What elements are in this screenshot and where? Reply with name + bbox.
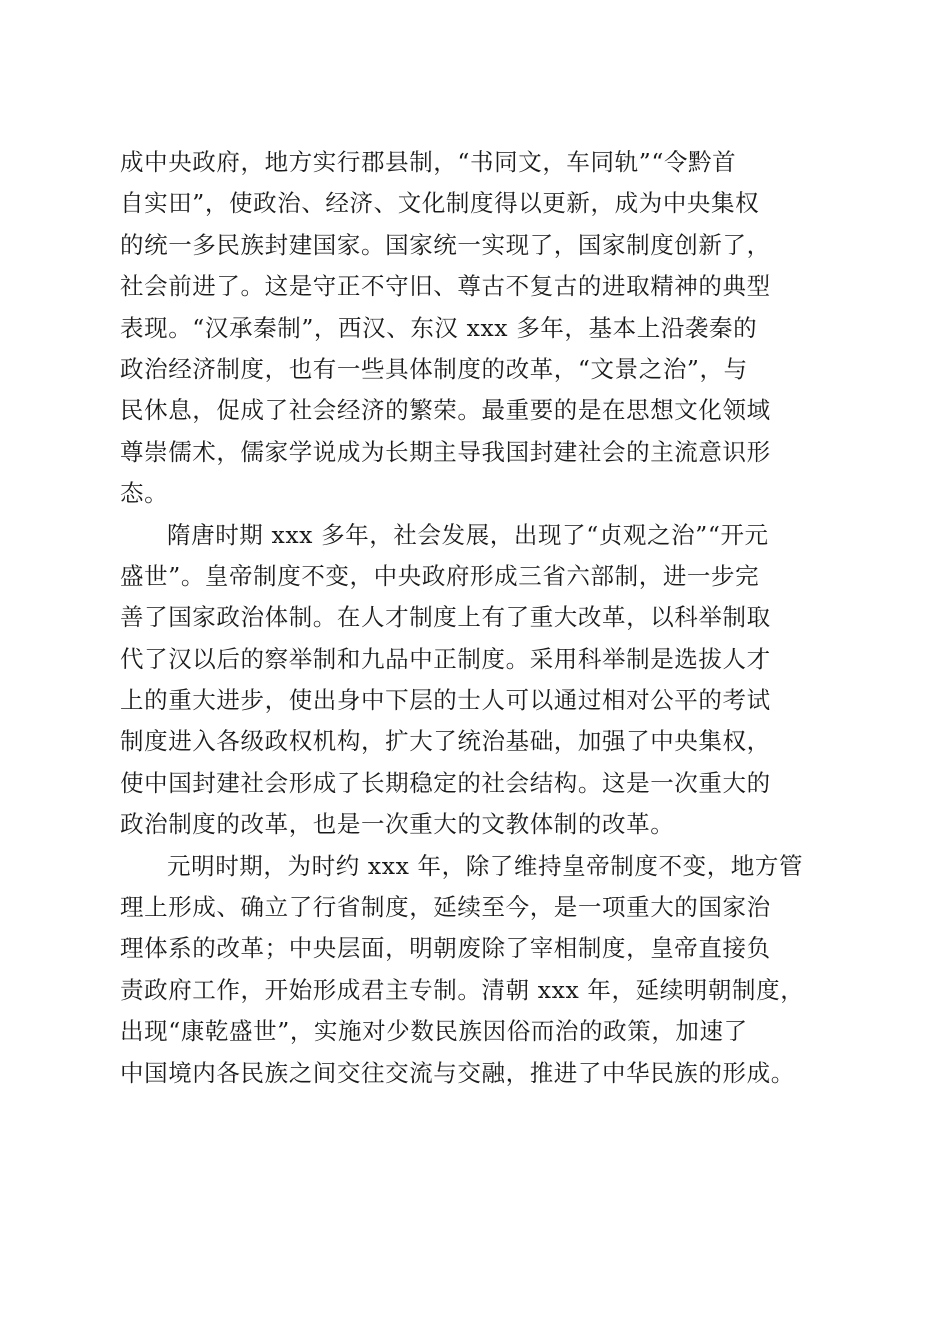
- text-line: 使中国封建社会形成了长期稳定的社会结构。这是一次重大的: [120, 768, 771, 797]
- text-line: 上的重大进步，使出身中下层的士人可以通过相对公平的考试: [120, 686, 771, 715]
- text-line: 成中央政府，地方实行郡县制，“书同文，车同轨”“令黔首: [120, 148, 737, 176]
- text-line: 出现“康乾盛世”，实施对少数民族因俗而治的政策，加速了: [120, 1017, 748, 1046]
- text-line: 盛世”。皇帝制度不变，中央政府形成三省六部制，进一步完: [120, 561, 760, 590]
- text-line: 理体系的改革；中央层面，明朝废除了宰相制度，皇帝直接负: [120, 934, 771, 963]
- text-line: 尊崇儒术，儒家学说成为长期主导我国封建社会的主流意识形: [120, 437, 771, 466]
- paragraph-qin-han: [120, 142, 840, 515]
- paragraph-first-line: 隋唐时期 xxx 多年，社会发展，出现了“贞观之治”“开元: [167, 520, 769, 549]
- text-line: 的统一多民族封建国家。国家统一实现了，国家制度创新了，: [120, 230, 771, 259]
- text-line: 代了汉以后的察举制和九品中正制度。采用科举制是选拔人才: [120, 644, 771, 673]
- text-line: 表现。“汉承秦制”，西汉、东汉 xxx 多年，基本上沿袭秦的: [120, 313, 758, 342]
- text-line: 政治经济制度，也有一些具体制度的改革，“文景之治”，与: [120, 354, 748, 383]
- text-line: 理上形成、确立了行省制度，延续至今，是一项重大的国家治: [120, 893, 771, 922]
- paragraph-first-line: 元明时期，为时约 xxx 年，除了维持皇帝制度不变，地方管: [167, 851, 804, 880]
- text-line: 政治制度的改革，也是一次重大的文教体制的改革。: [120, 810, 675, 839]
- text-line: 社会前进了。这是守正不守旧、尊古不复古的进取精神的典型: [120, 272, 771, 301]
- text-line: 责政府工作，开始形成君主专制。清朝 xxx 年，延续明朝制度，: [120, 975, 805, 1004]
- text-line: 中国境内各民族之间交往交流与交融，推进了中华民族的形成。: [120, 1058, 795, 1087]
- text-line: 态。: [120, 479, 169, 508]
- text-line: 民休息，促成了社会经济的繁荣。最重要的是在思想文化领域: [120, 396, 771, 425]
- text-line: 自实田”，使政治、经济、文化制度得以更新，成为中央集权: [120, 189, 760, 218]
- document-body: [120, 142, 840, 1094]
- text-line: 善了国家政治体制。在人才制度上有了重大改革，以科举制取: [120, 603, 771, 632]
- text-line: 制度进入各级政权机构，扩大了统治基础，加强了中央集权，: [120, 727, 771, 756]
- paragraph-sui-tang: [120, 515, 840, 846]
- paragraph-yuan-ming-qing: [120, 846, 840, 1094]
